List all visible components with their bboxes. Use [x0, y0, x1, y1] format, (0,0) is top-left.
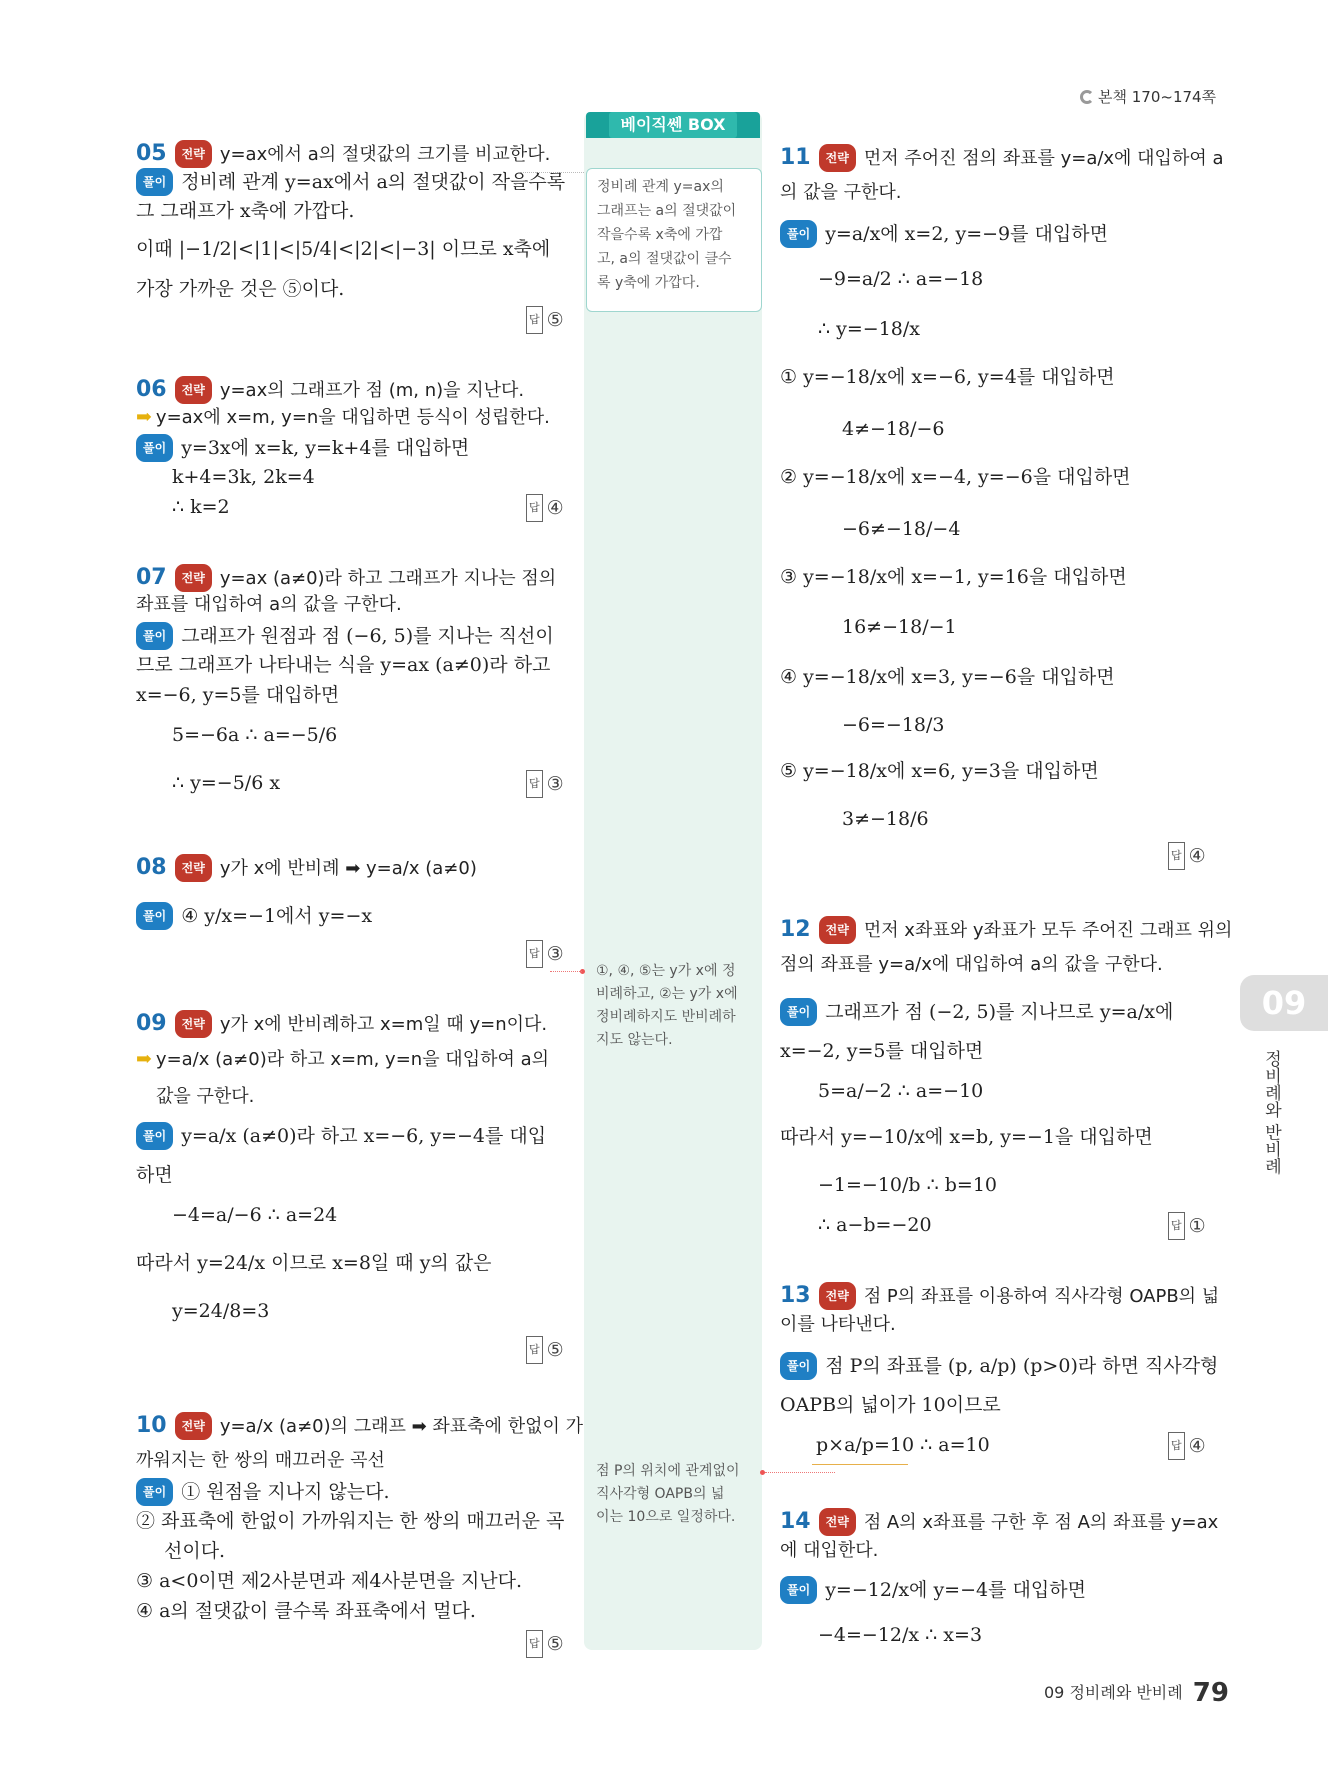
problem-13-solution: 풀이 점 P의 좌표를 (p, a/p) (p>0)라 하면 직사각형: [780, 1352, 1218, 1380]
problem-14-strategy: 14 전략 점 A의 x좌표를 구한 후 점 A의 좌표를 y=ax: [780, 1509, 1219, 1534]
problem-09-line: −4=a/−6 ∴ a=24: [172, 1204, 338, 1226]
problem-10-answer: 답 ⑤: [526, 1630, 564, 1658]
problem-06-solution: 풀이 y=3x에 x=k, y=k+4를 대입하면: [136, 434, 469, 462]
problem-11-answer: 답 ④: [1168, 842, 1206, 870]
problem-13-strategy-2: 이를 나타낸다.: [780, 1314, 896, 1335]
problem-11-choice-5: ⑤ y=−18/x에 x=6, y=3을 대입하면: [780, 760, 1099, 782]
problem-10-line: ④ a의 절댓값이 클수록 좌표축에서 멀다.: [136, 1600, 476, 1622]
box-note-2: ①, ④, ⑤는 y가 x에 정 비례하고, ②는 y가 x에 정비례하지도 반비례하 지도 않는다.: [596, 963, 738, 1048]
problem-08-answer: 답 ③: [526, 940, 564, 968]
problem-12-line: ∴ a−b=−20: [818, 1214, 932, 1236]
chapter-tab: 09: [1240, 975, 1328, 1031]
problem-12-strategy: 12 전략 먼저 x좌표와 y좌표가 모두 주어진 그래프 위의: [780, 917, 1233, 942]
problem-09-answer: 답 ⑤: [526, 1336, 564, 1364]
problem-11-strategy: 11 전략 먼저 주어진 점의 좌표를 y=a/x에 대입하여 a: [780, 145, 1224, 170]
problem-14-strategy-2: 에 대입한다.: [780, 1540, 879, 1561]
problem-12-solution: 풀이 그래프가 점 (−2, 5)를 지나므로 y=a/x에: [780, 998, 1173, 1026]
answer-mark-icon: 답: [526, 770, 543, 798]
problem-12-line: 따라서 y=−10/x에 x=b, y=−1을 대입하면: [780, 1126, 1153, 1148]
problem-06-strategy-2: ➡ y=ax에 x=m, y=n을 대입하면 등식이 성립한다.: [136, 406, 550, 428]
box-column: [584, 112, 762, 1650]
answer-mark-icon: 답: [526, 1336, 543, 1364]
problem-11-choice-2-result: −6≠−18/−4: [842, 518, 961, 540]
problem-14-line: −4=−12/x ∴ x=3: [818, 1624, 983, 1646]
problem-06-answer: 답 ④: [526, 494, 564, 522]
problem-05-line: 가장 가까운 것은 ⑤이다.: [136, 278, 345, 300]
box-title: 베이직쎈 BOX: [586, 112, 760, 138]
problem-09-line: 따라서 y=24/x 이므로 x=8일 때 y의 값은: [136, 1252, 492, 1274]
problem-14-solution: 풀이 y=−12/x에 y=−4를 대입하면: [780, 1576, 1086, 1604]
problem-12-line: 5=a/−2 ∴ a=−10: [818, 1080, 984, 1102]
problem-09-solution: 풀이 y=a/x (a≠0)라 하고 x=−6, y=−4를 대입: [136, 1122, 546, 1150]
answer-mark-icon: 답: [1168, 1212, 1185, 1240]
problem-06-line: ∴ k=2: [172, 496, 230, 518]
leader-line: [550, 971, 582, 972]
problem-11-choice-5-result: 3≠−18/6: [842, 808, 929, 830]
leader-line: [765, 1472, 835, 1473]
problem-09-strategy-2: ➡ y=a/x (a≠0)라 하고 x=m, y=n을 대입하여 a의: [136, 1048, 549, 1070]
refresh-icon: [1080, 90, 1094, 104]
problem-10-strategy: 10 전략 y=a/x (a≠0)의 그래프 ➡ 좌표축에 한없이 가: [136, 1413, 583, 1438]
problem-06-line: k+4=3k, 2k=4: [172, 466, 315, 488]
problem-05-line: 이때 |−1/2|<|1|<|5/4|<|2|<|−3| 이므로 x축에: [136, 238, 551, 260]
problem-09-line: y=24/8=3: [172, 1300, 270, 1322]
problem-11-choice-4-result: −6=−18/3: [842, 714, 945, 736]
problem-11-choice-3-result: 16≠−18/−1: [842, 616, 957, 638]
page-footer: 09 정비례와 반비례 79: [1044, 1678, 1229, 1708]
problem-06-strategy: 06 전략 y=ax의 그래프가 점 (m, n)을 지난다.: [136, 377, 525, 402]
problem-07-line: 므로 그래프가 나타내는 식을 y=ax (a≠0)라 하고: [136, 654, 551, 676]
problem-05-strategy: 05 전략 y=ax에서 a의 절댓값의 크기를 비교한다.: [136, 141, 551, 166]
problem-11-line: −9=a/2 ∴ a=−18: [818, 268, 984, 290]
problem-07-strategy: 07 전략 y=ax (a≠0)라 하고 그래프가 지나는 점의: [136, 565, 557, 590]
problem-09-strategy: 09 전략 y가 x에 반비례하고 x=m일 때 y=n이다.: [136, 1011, 548, 1036]
problem-07-strategy-2: 좌표를 대입하여 a의 값을 구한다.: [136, 594, 402, 615]
answer-mark-icon: 답: [1168, 842, 1185, 870]
answer-mark-icon: 답: [526, 306, 543, 334]
problem-11-choice-1: ① y=−18/x에 x=−6, y=4를 대입하면: [780, 366, 1115, 388]
page-number: 79: [1192, 1678, 1229, 1708]
problem-12-line: x=−2, y=5를 대입하면: [780, 1040, 984, 1062]
problem-11-solution: 풀이 y=a/x에 x=2, y=−9를 대입하면: [780, 220, 1108, 248]
problem-13-line: OAPB의 넓이가 10이므로: [780, 1394, 1001, 1416]
answer-mark-icon: 답: [526, 940, 543, 968]
problem-12-line: −1=−10/b ∴ b=10: [818, 1174, 998, 1196]
answer-mark-icon: 답: [1168, 1432, 1185, 1460]
answer-mark-icon: 답: [526, 1630, 543, 1658]
problem-12-answer: 답 ①: [1168, 1212, 1206, 1240]
problem-10-line: ② 좌표축에 한없이 가까워지는 한 쌍의 매끄러운 곡: [136, 1510, 565, 1532]
problem-07-line: x=−6, y=5를 대입하면: [136, 684, 340, 706]
problem-11-line: ∴ y=−18/x: [818, 318, 920, 340]
answer-mark-icon: 답: [526, 494, 543, 522]
arrow-icon: ➡: [136, 1048, 152, 1070]
problem-10-line: ③ a<0이면 제2사분면과 제4사분면을 지난다.: [136, 1570, 523, 1592]
problem-10-line: 선이다.: [164, 1540, 226, 1562]
problem-05-answer: 답 ⑤: [526, 306, 564, 334]
problem-11-choice-4: ④ y=−18/x에 x=3, y=−6을 대입하면: [780, 666, 1115, 688]
problem-08-strategy: 08 전략 y가 x에 반비례 ➡ y=a/x (a≠0): [136, 855, 477, 880]
problem-10-strategy-2: 까워지는 한 쌍의 매끄러운 곡선: [136, 1450, 385, 1471]
problem-13-answer: 답 ④: [1168, 1432, 1206, 1460]
problem-13-line: p×a/p=10 ∴ a=10: [816, 1434, 990, 1456]
problem-11-choice-2: ② y=−18/x에 x=−4, y=−6을 대입하면: [780, 466, 1131, 488]
problem-07-line: ∴ y=−5/6 x: [172, 772, 281, 794]
problem-10-solution: 풀이 ① 원점을 지나지 않는다.: [136, 1478, 390, 1506]
problem-07-solution: 풀이 그래프가 원점과 점 (−6, 5)를 지나는 직선이: [136, 622, 554, 650]
problem-05-solution: 풀이 정비례 관계 y=ax에서 a의 절댓값이 작을수록: [136, 168, 565, 196]
problem-12-strategy-2: 점의 좌표를 y=a/x에 대입하여 a의 값을 구한다.: [780, 954, 1163, 975]
arrow-icon: ➡: [136, 406, 152, 428]
problem-05-line: 그 그래프가 x축에 가깝다.: [136, 200, 355, 222]
problem-11-strategy-2: 의 값을 구한다.: [780, 182, 902, 203]
problem-11-choice-1-result: 4≠−18/−6: [842, 418, 945, 440]
page-reference: 본책 170~174쪽: [1080, 86, 1216, 107]
problem-09-strategy-3: 값을 구한다.: [156, 1086, 255, 1107]
highlight-underline: [812, 1464, 908, 1465]
problem-07-answer: 답 ③: [526, 770, 564, 798]
problem-09-line: 하면: [136, 1164, 173, 1186]
problem-07-line: 5=−6a ∴ a=−5/6: [172, 724, 338, 746]
chapter-title-vertical: 정비례와 반비례: [1261, 1050, 1281, 1175]
box-note-1: 정비례 관계 y=ax의 그래프는 a의 절댓값이 작을수록 x축에 가깝 고, a의 절댓값이 클수 록 y축에 가깝다.: [586, 168, 762, 312]
box-note-3: 점 P의 위치에 관계없이 직사각형 OAPB의 넓 이는 10으로 일정하다.: [596, 1463, 740, 1525]
problem-13-strategy: 13 전략 점 P의 좌표를 이용하여 직사각형 OAPB의 넓: [780, 1283, 1220, 1308]
problem-08-solution: 풀이 ④ y/x=−1에서 y=−x: [136, 902, 372, 930]
problem-11-choice-3: ③ y=−18/x에 x=−1, y=16을 대입하면: [780, 566, 1127, 588]
